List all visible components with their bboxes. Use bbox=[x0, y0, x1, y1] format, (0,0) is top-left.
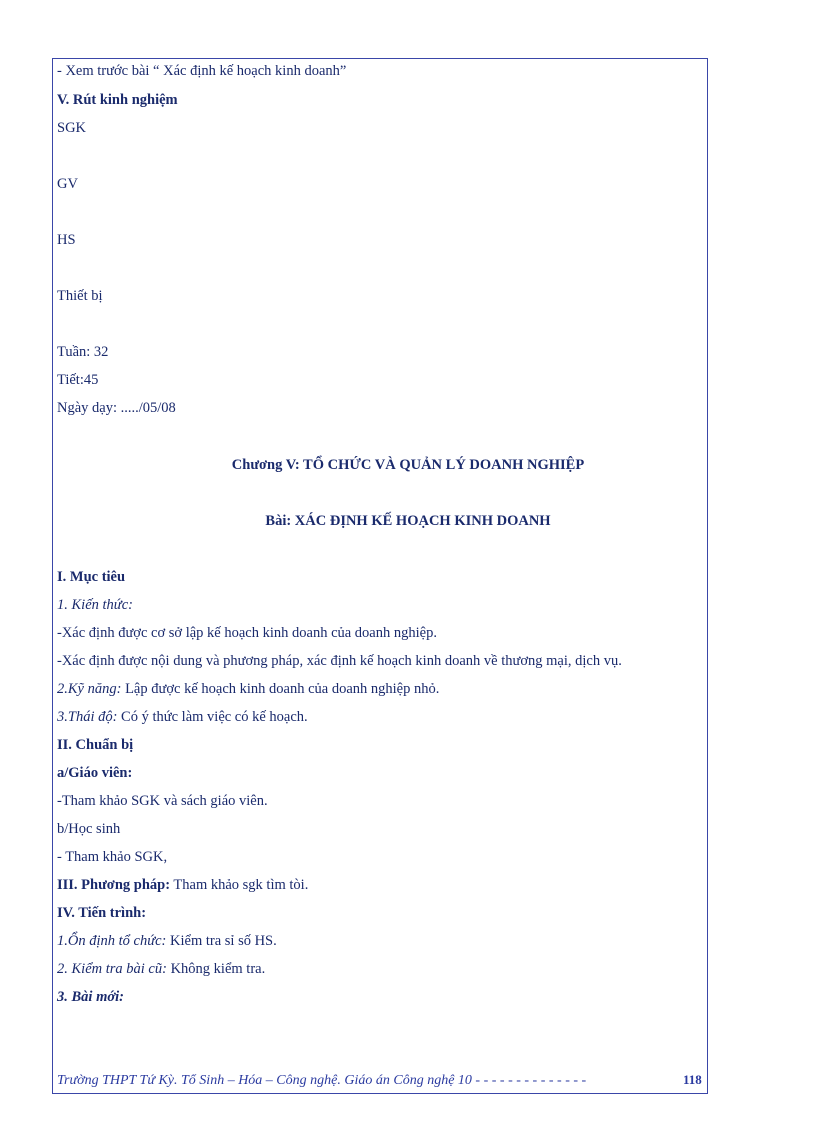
knowledge-item-1: -Xác định được cơ sở lập kế hoạch kinh doanh của doanh nghiệp. bbox=[57, 625, 437, 641]
class-stabilize-label: 1.Ổn định tổ chức: bbox=[57, 933, 167, 949]
period-line: Tiết:45 bbox=[57, 372, 99, 388]
attitude-label: 3.Thái độ: bbox=[57, 709, 118, 725]
teacher-prep-text: -Tham khảo SGK và sách giáo viên. bbox=[57, 793, 268, 809]
knowledge-item-2: -Xác định được nội dung và phương pháp, xác định kế hoạch kinh doanh về thương mại, dịch vụ. bbox=[57, 653, 622, 669]
page-number: 118 bbox=[683, 1072, 702, 1087]
equipment-label: Thiết bị bbox=[57, 288, 103, 304]
week-line: Tuần: 32 bbox=[57, 344, 109, 360]
page-footer: Trường THPT Tứ Kỳ. Tổ Sinh – Hóa – Công nghệ. Giáo án Công nghệ 10 - - - - - - - - - - - - - - bbox=[57, 1073, 587, 1088]
teaching-date-line: Ngày dạy: ...../05/08 bbox=[57, 400, 176, 416]
teacher-subheading: a/Giáo viên: bbox=[57, 765, 133, 781]
method-label: III. Phương pháp: bbox=[57, 877, 171, 893]
method-text: Tham khảo sgk tìm tòi. bbox=[170, 877, 309, 893]
hs-label: HS bbox=[57, 232, 76, 248]
procedure-heading: IV. Tiến trình: bbox=[57, 905, 147, 921]
preparation-heading: II. Chuẩn bị bbox=[57, 737, 134, 753]
section-v-heading: V. Rút kinh nghiệm bbox=[57, 92, 178, 108]
attitude-text: Có ý thức làm việc có kế hoạch. bbox=[117, 709, 308, 725]
class-stabilize-text: Kiểm tra sỉ số HS. bbox=[166, 933, 277, 949]
lesson-title: Bài: XÁC ĐỊNH KẾ HOẠCH KINH DOANH bbox=[265, 513, 551, 529]
student-subheading: b/Học sinh bbox=[57, 821, 121, 837]
class-stabilize-line bbox=[57, 932, 277, 950]
chapter-title: Chương V: TỔ CHỨC VÀ QUẢN LÝ DOANH NGHIỆP bbox=[231, 457, 585, 473]
old-lesson-check-line bbox=[57, 960, 265, 978]
new-lesson-heading: 3. Bài mới: bbox=[57, 989, 124, 1005]
review-next-lesson-line: - Xem trước bài “ Xác định kế hoạch kinh doanh” bbox=[57, 63, 347, 79]
method-line bbox=[57, 876, 308, 894]
student-prep-text: - Tham khảo SGK, bbox=[57, 849, 168, 865]
attitude-line bbox=[57, 708, 308, 726]
skills-label: 2.Kỹ năng: bbox=[57, 681, 122, 697]
objectives-heading: I. Mục tiêu bbox=[57, 569, 126, 585]
old-lesson-check-label: 2. Kiểm tra bài cũ: bbox=[57, 961, 167, 977]
old-lesson-check-text: Không kiểm tra. bbox=[166, 961, 266, 977]
skills-text: Lập được kế hoạch kinh doanh của doanh nghiệp nhỏ. bbox=[121, 681, 440, 697]
knowledge-subheading: 1. Kiến thức: bbox=[57, 597, 133, 613]
skills-line bbox=[57, 680, 439, 698]
sgk-label: SGK bbox=[57, 120, 87, 136]
gv-label: GV bbox=[57, 176, 78, 192]
